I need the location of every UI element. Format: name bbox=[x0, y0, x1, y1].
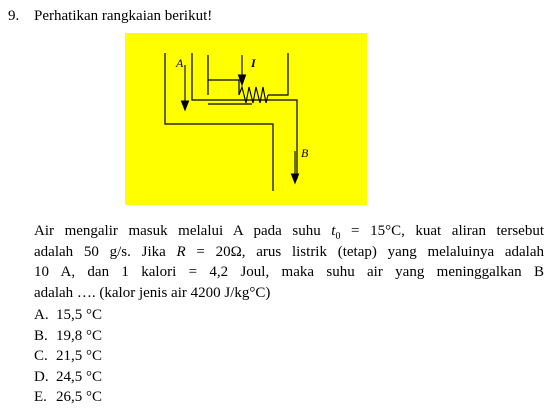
resistance-variable: R bbox=[176, 243, 186, 260]
option-text: 15,5 °C bbox=[56, 307, 103, 323]
stem-line-3: 10 A, dan 1 kalori = 4,2 Joul, maka suhu air yang meninggalkan B bbox=[34, 264, 544, 280]
option-d[interactable] bbox=[34, 367, 102, 388]
stem-line-2: adalah 50 g/s. Jika R = 20Ω, arus listrik (tetap) yang melaluinya adalah bbox=[34, 243, 545, 260]
option-text: 24,5 °C bbox=[56, 368, 103, 385]
option-text: 26,5 °C bbox=[56, 389, 103, 405]
label-a: A bbox=[176, 56, 184, 70]
option-letter: D. bbox=[34, 368, 49, 385]
temperature-subscript: 0 bbox=[335, 231, 341, 242]
option-letter: C. bbox=[34, 348, 48, 364]
circuit-figure bbox=[125, 33, 367, 205]
option-letter: A. bbox=[34, 307, 49, 323]
label-b: B bbox=[301, 146, 309, 160]
option-a[interactable] bbox=[34, 305, 102, 326]
question-number: 9. bbox=[8, 8, 20, 24]
option-letter: B. bbox=[34, 327, 48, 344]
option-text: 19,8 °C bbox=[56, 327, 103, 344]
figure-background bbox=[125, 33, 367, 205]
temperature-variable: t bbox=[331, 223, 336, 239]
question-prompt: Perhatikan rangkaian berikut! bbox=[34, 8, 213, 24]
label-current: I bbox=[251, 56, 256, 70]
option-letter: E. bbox=[34, 389, 47, 405]
stem-line-4: adalah …. (kalor jenis air 4200 J/kg°C) bbox=[34, 284, 271, 301]
answer-options bbox=[34, 305, 102, 408]
question-stem bbox=[34, 221, 544, 303]
stem-line-1: Air mengalir masuk melalui A pada suhu $t_0 = 15^\circ C$, kuat aliran tersebut bbox=[34, 223, 544, 242]
option-e[interactable] bbox=[34, 387, 102, 408]
option-c[interactable] bbox=[34, 346, 102, 367]
option-text: 21,5 °C bbox=[56, 348, 103, 364]
option-b[interactable] bbox=[34, 326, 102, 347]
circuit-diagram bbox=[125, 33, 367, 205]
